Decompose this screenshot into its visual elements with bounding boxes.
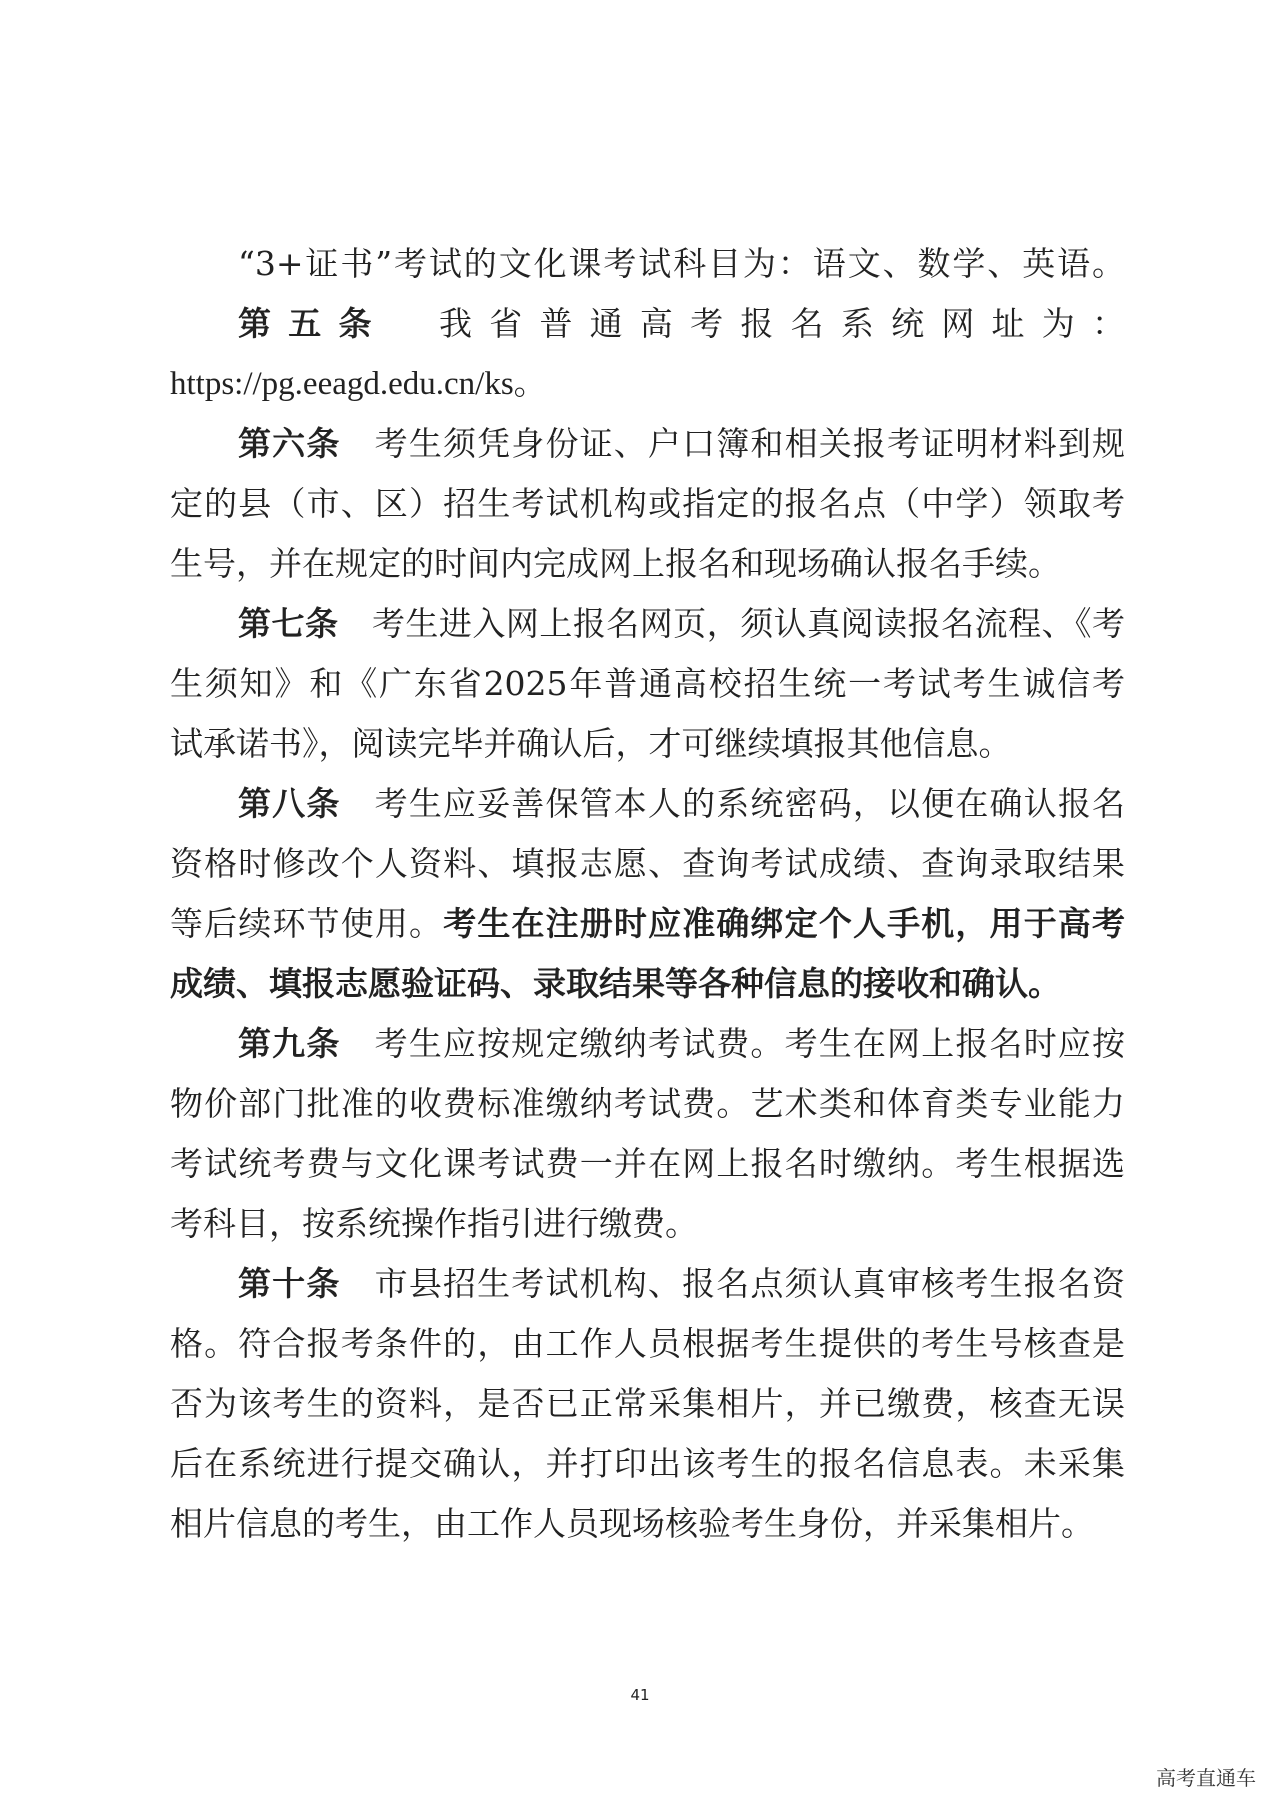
text-span: 成绩、填报志愿验证码、录取结果等各种信息的接收和确认。 xyxy=(170,964,1061,1003)
text-span: 我省普通高考报名系统网址为： xyxy=(438,304,1125,343)
article-5-line xyxy=(238,302,1125,346)
paragraph-line xyxy=(170,542,1125,586)
text-span: 生号，并在规定的时间内完成网上报名和现场确认报名手续。 xyxy=(170,544,1061,583)
text-span: 考试统考费与文化课考试费一并在网上报名时缴纳。考生根据选 xyxy=(170,1144,1125,1183)
bold-text: 考生在注册时应准确绑定个人手机，用于高考 xyxy=(443,904,1125,943)
paragraph-line xyxy=(170,482,1125,526)
text-span: 定的县（市、区）招生考试机构或指定的报名点（中学）领取考 xyxy=(170,484,1125,523)
paragraph-line xyxy=(170,902,1125,946)
article-10-line xyxy=(238,1262,1125,1306)
text-span: 资格时修改个人资料、填报志愿、查询考试成绩、查询录取结果 xyxy=(170,844,1125,883)
paragraph-line xyxy=(170,662,1125,706)
paragraph-line xyxy=(170,1322,1125,1366)
article-label: 第六条 xyxy=(238,424,341,463)
website-url xyxy=(170,362,1125,406)
paragraph-line xyxy=(170,1502,1125,1546)
text-span: 考生应妥善保管本人的系统密码，以便在确认报名 xyxy=(374,784,1125,823)
text-span: 生须知》和《广东省2025年普通高校招生统一考试考生诚信考 xyxy=(170,664,1125,703)
text-span: “3+证书”考试的文化课考试科目为：语文、数学、英语。 xyxy=(238,244,1125,283)
bold-paragraph-line xyxy=(170,962,1125,1006)
text-span: 试承诺书》，阅读完毕并确认后，才可继续填报其他信息。 xyxy=(170,724,1012,763)
page-number: 41 xyxy=(630,1686,650,1704)
text-span: 考生须凭身份证、户口簿和相关报考证明材料到规 xyxy=(374,424,1125,463)
text-span: 考生应按规定缴纳考试费。考生在网上报名时应按 xyxy=(374,1024,1125,1063)
text-span: 等后续环节使用。 xyxy=(170,904,444,943)
article-label: 第九条 xyxy=(238,1024,341,1063)
text-span: 物价部门批准的收费标准缴纳考试费。艺术类和体育类专业能力 xyxy=(170,1084,1125,1123)
text-span: 市县招生考试机构、报名点须认真审核考生报名资 xyxy=(374,1264,1125,1303)
watermark: 高考直通车 xyxy=(1156,1766,1256,1790)
article-8-line xyxy=(238,782,1125,826)
text-span: 相片信息的考生，由工作人员现场核验考生身份，并采集相片。 xyxy=(170,1504,1094,1543)
paragraph-line xyxy=(170,1442,1125,1486)
paragraph-line xyxy=(170,1082,1125,1126)
text-span: 考科目，按系统操作指引进行缴费。 xyxy=(170,1204,698,1243)
article-6-line xyxy=(238,422,1125,466)
article-7-line xyxy=(238,602,1125,646)
article-label: 第十条 xyxy=(238,1264,341,1303)
text-span: 考生进入网上报名网页，须认真阅读报名流程、《考 xyxy=(371,604,1125,643)
paragraph-line xyxy=(238,242,1125,286)
paragraph-line xyxy=(170,1142,1125,1186)
text-span: 否为该考生的资料，是否已正常采集相片，并已缴费，核查无误 xyxy=(170,1384,1125,1423)
paragraph-line xyxy=(170,1382,1125,1426)
article-label: 第五条 xyxy=(238,304,389,343)
paragraph-line xyxy=(170,722,1125,766)
text-span: 后在系统进行提交确认，并打印出该考生的报名信息表。未采集 xyxy=(170,1444,1125,1483)
paragraph-line xyxy=(170,842,1125,886)
article-label: 第八条 xyxy=(238,784,341,823)
article-9-line xyxy=(238,1022,1125,1066)
text-span: https://pg.eeagd.edu.cn/ks。 xyxy=(170,366,547,402)
paragraph-line xyxy=(170,1202,1125,1246)
text-span: 格。符合报考条件的，由工作人员根据考生提供的考生号核查是 xyxy=(170,1324,1125,1363)
article-label: 第七条 xyxy=(238,604,339,643)
